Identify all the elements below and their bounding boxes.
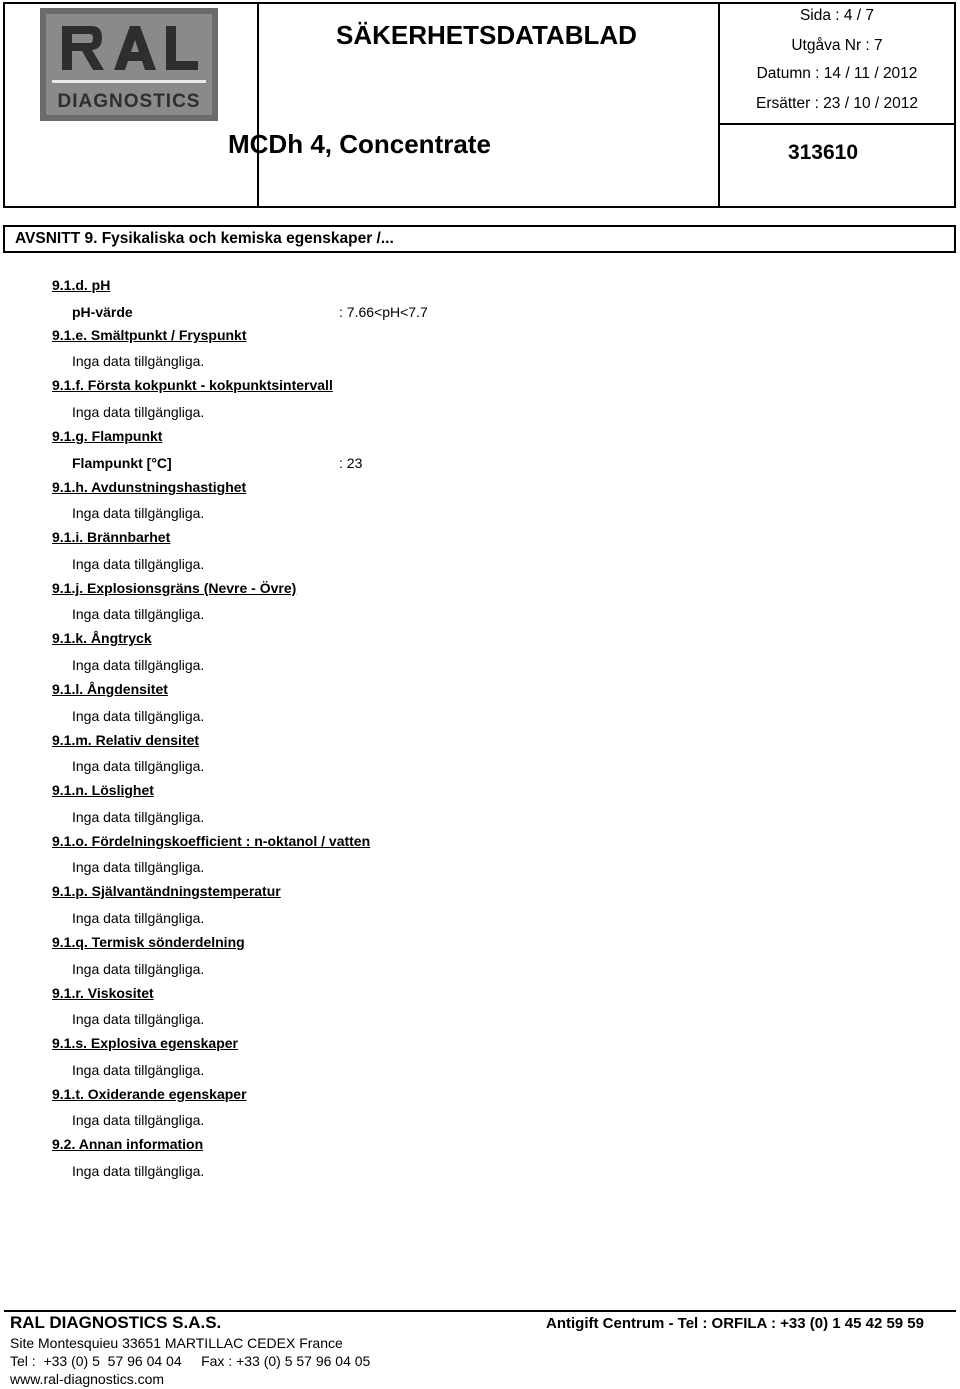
- subsection-heading: 9.1.g. Flampunkt: [52, 428, 163, 444]
- subsection-heading: 9.1.d. pH: [52, 277, 111, 293]
- no-data-note: Inga data tillgängliga.: [72, 556, 205, 572]
- product-name: MCDh 4, Concentrate: [228, 129, 491, 159]
- subsection-heading: 9.1.n. Löslighet: [52, 782, 154, 798]
- no-data-note: Inga data tillgängliga.: [72, 910, 205, 926]
- subsection-heading: 9.1.q. Termisk sönderdelning: [52, 934, 245, 950]
- no-data-note: Inga data tillgängliga.: [72, 708, 205, 724]
- property-value: : 7.66<pH<7.7: [339, 304, 428, 320]
- property-value: : 23: [339, 455, 363, 471]
- header-divider: [719, 123, 956, 125]
- no-data-note: Inga data tillgängliga.: [72, 1062, 205, 1078]
- subsection-heading: 9.1.p. Självantändningstemperatur: [52, 883, 281, 899]
- subsection-heading: 9.2. Annan information: [52, 1136, 204, 1152]
- no-data-note: Inga data tillgängliga.: [72, 1112, 205, 1128]
- no-data-note: Inga data tillgängliga.: [72, 1011, 205, 1027]
- no-data-note: Inga data tillgängliga.: [72, 961, 205, 977]
- property-label: Flampunkt [°C]: [72, 455, 172, 471]
- logo-subtitle: DIAGNOSTICS: [57, 91, 201, 112]
- section-title-bar: [3, 225, 956, 253]
- no-data-note: Inga data tillgängliga.: [72, 1163, 205, 1179]
- section-title: AVSNITT 9. Fysikaliska och kemiska egenskaper /...: [15, 230, 394, 247]
- header-divider: [257, 2, 259, 208]
- replaces-date: Ersätter : 23 / 10 / 2012: [756, 95, 918, 112]
- subsection-heading: 9.1.l. Ångdensitet: [52, 681, 168, 697]
- subsection-heading: 9.1.e. Smältpunkt / Fryspunkt: [52, 327, 247, 343]
- page-number: Sida : 4 / 7: [799, 7, 875, 24]
- footer-address: Site Montesquieu 33651 MARTILLAC CEDEX France: [10, 1335, 343, 1351]
- footer-divider: [4, 1310, 956, 1312]
- footer-poison-centre: Antigift Centrum - Tel : ORFILA : +33 (0) 1 45 42 59 59: [546, 1315, 924, 1332]
- subsection-heading: 9.1.m. Relativ densitet: [52, 732, 200, 748]
- footer-website[interactable]: www.ral-diagnostics.com: [10, 1371, 165, 1387]
- revision-number: Utgåva Nr : 7: [791, 37, 883, 54]
- no-data-note: Inga data tillgängliga.: [72, 606, 205, 622]
- footer-company: RAL DIAGNOSTICS S.A.S.: [10, 1313, 222, 1332]
- no-data-note: Inga data tillgängliga.: [72, 505, 205, 521]
- subsection-heading: 9.1.f. Första kokpunkt - kokpunktsintervall: [52, 377, 333, 393]
- subsection-heading: 9.1.o. Fördelningskoefficient : n-oktanol / vatten: [52, 833, 371, 849]
- subsection-heading: 9.1.s. Explosiva egenskaper: [52, 1035, 238, 1051]
- subsection-heading: 9.1.t. Oxiderande egenskaper: [52, 1086, 247, 1102]
- footer-phone: Tel : +33 (0) 5 57 96 04 04 Fax : +33 (0) 5 57 96 04 05: [10, 1353, 371, 1369]
- subsection-heading: 9.1.h. Avdunstningshastighet: [52, 479, 247, 495]
- ral-diagnostics-logo: [40, 8, 218, 121]
- issue-date: Datumn : 14 / 11 / 2012: [756, 65, 918, 82]
- property-label: pH-värde: [72, 304, 133, 320]
- no-data-note: Inga data tillgängliga.: [72, 758, 205, 774]
- no-data-note: Inga data tillgängliga.: [72, 657, 205, 673]
- subsection-heading: 9.1.j. Explosionsgräns (Nevre - Övre): [52, 580, 297, 596]
- no-data-note: Inga data tillgängliga.: [72, 859, 205, 875]
- no-data-note: Inga data tillgängliga.: [72, 353, 205, 369]
- subsection-heading: 9.1.i. Brännbarhet: [52, 529, 171, 545]
- document-title: SÄKERHETSDATABLAD: [336, 20, 637, 50]
- no-data-note: Inga data tillgängliga.: [72, 809, 205, 825]
- product-code: 313610: [787, 141, 859, 164]
- subsection-heading: 9.1.k. Ångtryck: [52, 630, 152, 646]
- subsection-heading: 9.1.r. Viskositet: [52, 985, 154, 1001]
- no-data-note: Inga data tillgängliga.: [72, 404, 205, 420]
